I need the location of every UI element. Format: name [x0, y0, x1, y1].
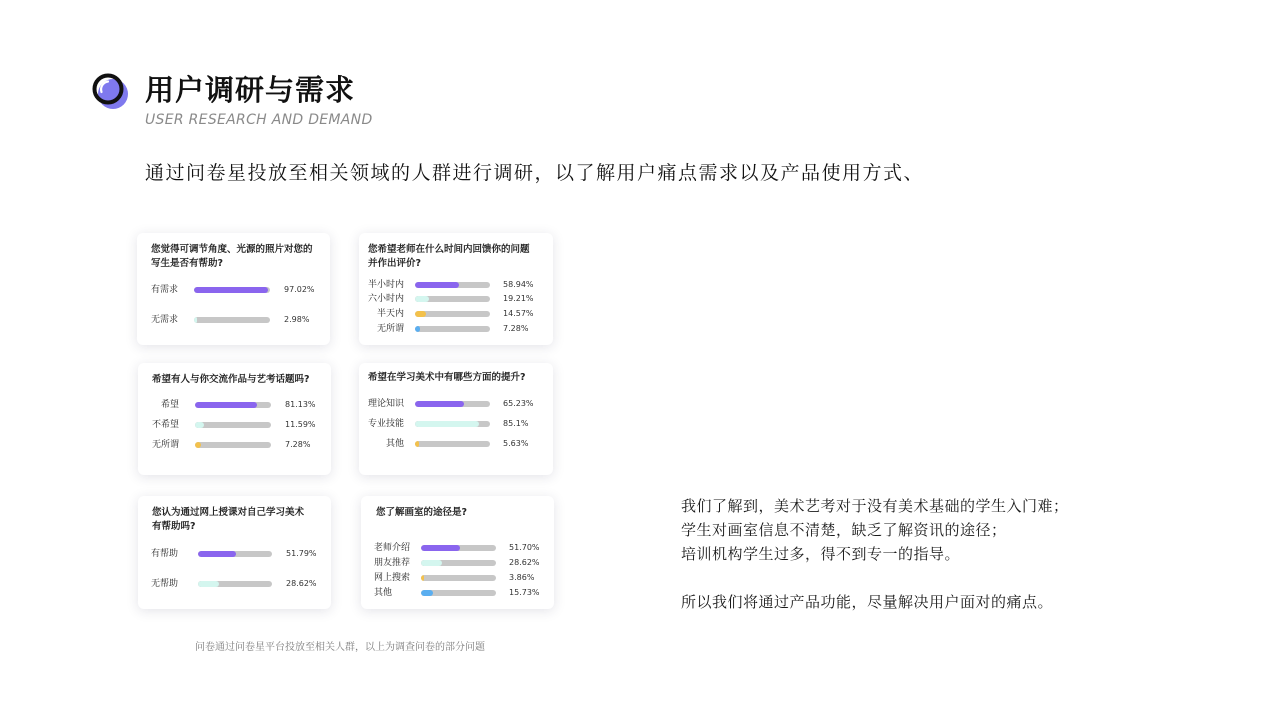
- survey-option-row: [138, 439, 331, 451]
- option-label: 理论知识: [368, 399, 405, 409]
- progress-fill: [415, 296, 429, 302]
- progress-bar: [415, 441, 490, 447]
- progress-bar: [194, 287, 270, 293]
- option-label: 老师介绍: [374, 543, 411, 553]
- option-percent: 3.86%: [509, 573, 535, 582]
- survey-question: 希望有人与你交流作品与艺考话题吗?: [152, 374, 310, 385]
- survey-option-row: [359, 438, 553, 450]
- option-percent: 2.98%: [284, 315, 310, 324]
- progress-bar: [415, 326, 490, 332]
- survey-card-studio-channel: [361, 496, 554, 609]
- option-label: 无需求: [151, 315, 179, 325]
- survey-question: 您认为通过网上授课对自己学习美术有帮助吗?: [152, 507, 305, 532]
- option-label: 无帮助: [151, 579, 179, 589]
- survey-caption: 问卷通过问卷星平台投放至相关人群，以上为调查问卷的部分问题: [195, 642, 485, 653]
- option-percent: 51.79%: [286, 549, 317, 558]
- conclusion-text: [681, 494, 1069, 614]
- option-label: 六小时内: [368, 294, 405, 304]
- survey-option-row: [361, 587, 554, 599]
- progress-bar: [195, 402, 271, 408]
- option-percent: 7.28%: [503, 324, 529, 333]
- progress-fill: [198, 551, 236, 557]
- survey-option-row: [359, 279, 553, 291]
- survey-question: 希望在学习美术中有哪些方面的提升?: [368, 372, 526, 383]
- progress-bar: [415, 282, 490, 288]
- option-label: 半天内: [377, 309, 405, 319]
- progress-bar: [195, 422, 271, 428]
- conclusion-summary: 所以我们将通过产品功能，尽量解决用户面对的痛点。: [681, 593, 1054, 611]
- option-label: 专业技能: [368, 419, 405, 429]
- progress-fill: [421, 590, 433, 596]
- progress-fill: [415, 441, 419, 447]
- survey-question: 您觉得可调节角度、光源的照片对您的写生是否有帮助?: [151, 244, 313, 269]
- survey-option-row: [137, 284, 330, 296]
- survey-card-exchange: [138, 363, 331, 475]
- progress-fill: [415, 326, 420, 332]
- progress-bar: [415, 401, 490, 407]
- survey-option-row: [359, 323, 553, 335]
- option-percent: 85.1%: [503, 419, 529, 428]
- progress-fill: [194, 317, 197, 323]
- option-percent: 14.57%: [503, 309, 534, 318]
- option-label: 网上搜索: [374, 573, 411, 583]
- survey-option-row: [361, 557, 554, 569]
- page-title: 用户调研与需求: [145, 73, 356, 107]
- progress-bar: [195, 442, 271, 448]
- conclusion-line: 培训机构学生过多，得不到专一的指导。: [681, 545, 961, 563]
- progress-bar: [198, 581, 272, 587]
- survey-option-row: [359, 308, 553, 320]
- option-percent: 15.73%: [509, 588, 540, 597]
- progress-fill: [421, 560, 442, 566]
- option-label: 有需求: [151, 285, 179, 295]
- progress-bar: [421, 590, 496, 596]
- intro-text: 通过问卷星投放至相关领域的人群进行调研，以了解用户痛点需求以及产品使用方式、: [145, 162, 925, 184]
- survey-option-row: [361, 542, 554, 554]
- option-percent: 19.21%: [503, 294, 534, 303]
- option-percent: 5.63%: [503, 439, 529, 448]
- option-label: 朋友推荐: [374, 558, 411, 568]
- survey-option-row: [137, 314, 330, 326]
- option-percent: 28.62%: [509, 558, 540, 567]
- progress-bar: [421, 575, 496, 581]
- option-percent: 65.23%: [503, 399, 534, 408]
- header-logo-icon: [90, 71, 130, 111]
- option-percent: 97.02%: [284, 285, 315, 294]
- option-percent: 81.13%: [285, 400, 316, 409]
- progress-fill: [415, 421, 479, 427]
- option-percent: 28.62%: [286, 579, 317, 588]
- option-percent: 51.70%: [509, 543, 540, 552]
- option-label: 有帮助: [151, 549, 179, 559]
- option-label: 希望: [161, 400, 180, 410]
- progress-fill: [415, 401, 464, 407]
- progress-fill: [195, 442, 201, 448]
- option-percent: 58.94%: [503, 280, 534, 289]
- progress-bar: [415, 311, 490, 317]
- conclusion-line: 学生对画室信息不清楚，缺乏了解资讯的途径；: [681, 521, 1007, 539]
- survey-option-row: [359, 418, 553, 430]
- option-label: 不希望: [152, 420, 180, 430]
- option-percent: 11.59%: [285, 420, 316, 429]
- progress-bar: [194, 317, 270, 323]
- progress-bar: [421, 545, 496, 551]
- survey-option-row: [138, 419, 331, 431]
- survey-option-row: [138, 399, 331, 411]
- survey-option-row: [138, 578, 331, 590]
- progress-fill: [198, 581, 219, 587]
- progress-fill: [415, 282, 459, 288]
- progress-fill: [421, 545, 460, 551]
- progress-fill: [195, 402, 257, 408]
- survey-card-improvement: [359, 363, 553, 475]
- survey-card-lighting: [137, 233, 330, 345]
- progress-fill: [195, 422, 204, 428]
- survey-option-row: [359, 293, 553, 305]
- progress-bar: [198, 551, 272, 557]
- progress-fill: [421, 575, 424, 581]
- option-label: 半小时内: [368, 280, 405, 290]
- option-percent: 7.28%: [285, 440, 311, 449]
- option-label: 其他: [386, 439, 405, 449]
- survey-card-online-class: [138, 496, 331, 609]
- progress-bar: [421, 560, 496, 566]
- conclusion-line: 我们了解到，美术艺考对于没有美术基础的学生入门难；: [681, 497, 1069, 515]
- page-subtitle: USER RESEARCH AND DEMAND: [145, 112, 373, 128]
- survey-option-row: [361, 572, 554, 584]
- progress-fill: [194, 287, 268, 293]
- survey-question: 您了解画室的途径是?: [376, 507, 468, 518]
- progress-bar: [415, 421, 490, 427]
- survey-option-row: [138, 548, 331, 560]
- option-label: 其他: [374, 588, 393, 598]
- option-label: 无所谓: [377, 324, 405, 334]
- survey-card-feedback-time: [359, 233, 553, 345]
- survey-option-row: [359, 398, 553, 410]
- progress-fill: [415, 311, 426, 317]
- survey-question: 您希望老师在什么时间内回馈你的问题并作出评价?: [368, 244, 530, 269]
- option-label: 无所谓: [152, 440, 180, 450]
- progress-bar: [415, 296, 490, 302]
